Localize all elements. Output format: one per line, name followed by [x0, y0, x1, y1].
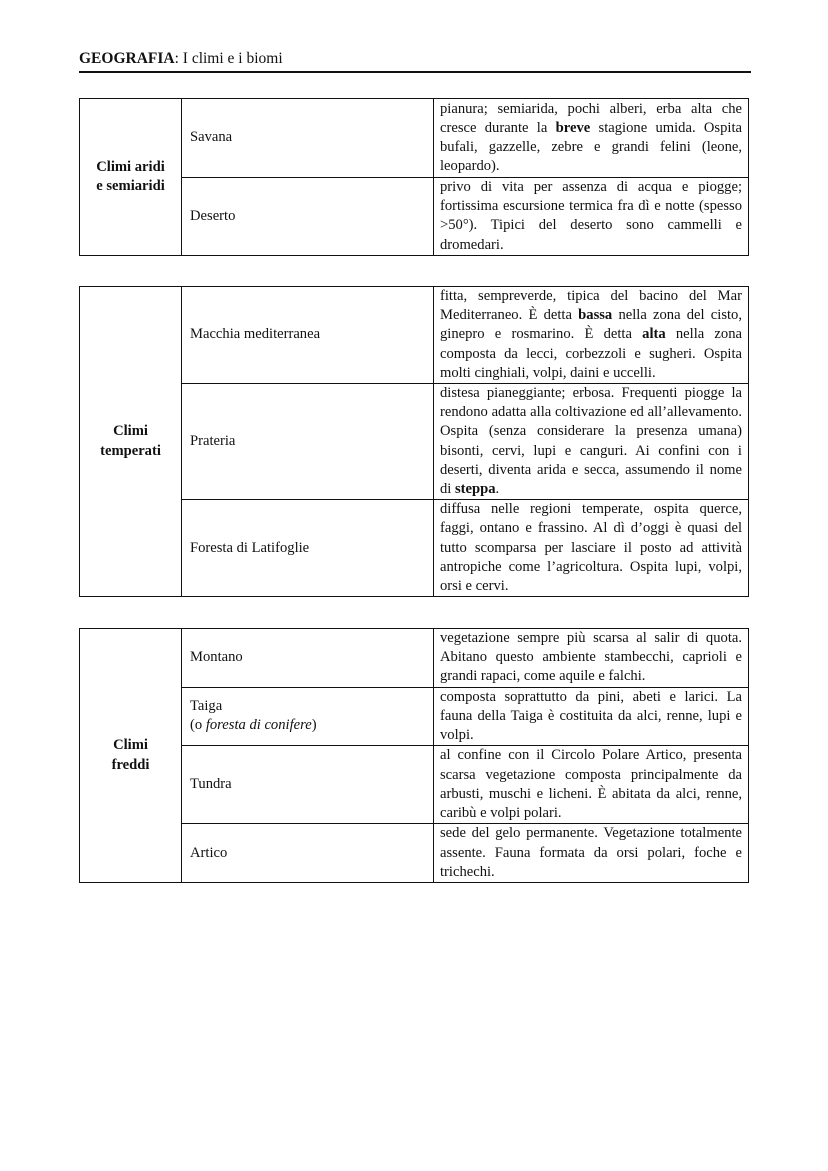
desc-text: .: [495, 481, 500, 498]
climate-cell: [80, 99, 182, 256]
biome-description: [434, 99, 749, 178]
desc-bold-text: bassa: [578, 307, 613, 324]
table-cold-climates: [79, 628, 749, 883]
desc-text: fitta, sempreverde, tipica del bacino del Mar Mediterraneo. È detta: [440, 288, 742, 324]
biome-name: Macchia mediterranea: [190, 326, 321, 343]
biome-name: Prateria: [190, 433, 236, 450]
climate-label-line: freddi: [111, 756, 150, 773]
table-arid-climates: [79, 98, 749, 256]
climate-label-line: e semiaridi: [96, 177, 165, 194]
climate-label-line: Climi aridi: [96, 158, 165, 175]
biome-name-cell: [182, 500, 434, 597]
biome-name-cell: [182, 178, 434, 256]
biome-name: Montano: [190, 649, 243, 666]
biome-note: ): [311, 717, 317, 734]
desc-text: pianura; semiarida, pochi alberi, erba alta che cresce durante la: [440, 100, 742, 136]
biome-name-cell: [182, 687, 434, 746]
table-temperate-climates: [79, 286, 749, 597]
biome-description: [434, 287, 749, 384]
biome-name: Tundra: [190, 776, 232, 793]
biome-description: [434, 384, 749, 500]
table-row: [80, 629, 749, 688]
desc-text: stagione umida. Ospita bufali, gazzelle, zebre e grandi felini (leone, leopardo).: [440, 119, 742, 175]
desc-bold-text: steppa: [455, 481, 496, 498]
biome-name: Taiga: [190, 698, 223, 715]
page-header: [79, 49, 751, 73]
biome-description: [434, 629, 749, 688]
biome-name-cell: [182, 629, 434, 688]
biome-name-cell: [182, 99, 434, 178]
biome-name: Deserto: [190, 207, 236, 224]
desc-text: diffusa nelle regioni temperate, ospita querce, faggi, ontano e frassino. Al dì d’oggi è quasi del tutto scomparsa per lasciare il posto ad attività antropiche come l’agricoltura. Ospita lupi, volpi, orsi e cervi.: [440, 501, 742, 595]
climate-label-line: Climi: [113, 423, 148, 440]
desc-text: composta soprattutto da pini, abeti e larici. La fauna della Taiga è costituita da alci, renne, lupi e volpi.: [440, 688, 742, 744]
biome-note-italic: foresta di conifere: [205, 717, 312, 734]
climate-cell: [80, 629, 182, 883]
desc-text: nella zona composta da lecci, corbezzoli e sugheri. Ospita molti cinghiali, volpi, daini e uccelli.: [440, 326, 742, 381]
climate-cell: [80, 287, 182, 597]
desc-text: vegetazione sempre più scarsa al salir di quota. Abitano questo ambiente stambecchi, caprioli e grandi rapaci, come aquile e falchi.: [440, 630, 742, 685]
biome-name-cell: [182, 384, 434, 500]
biome-name-cell: [182, 287, 434, 384]
header-separator: :: [174, 50, 183, 67]
climate-label-line: temperati: [100, 442, 161, 459]
biome-name: Savana: [190, 129, 233, 146]
desc-bold-text: breve: [555, 119, 591, 136]
table-row: [80, 99, 749, 178]
topic-label: I climi e i biomi: [182, 50, 283, 67]
climate-label-line: Climi: [113, 737, 148, 754]
biome-description: [434, 500, 749, 597]
biome-name-cell: [182, 824, 434, 883]
desc-text: sede del gelo permanente. Vegetazione totalmente assente. Fauna formata da orsi polari, foche e trichechi.: [440, 825, 742, 880]
biome-name-cell: [182, 746, 434, 824]
biome-description: [434, 687, 749, 746]
table-row: [80, 287, 749, 384]
desc-text: nella zona del cisto, ginepro e rosmarino. È detta: [440, 307, 743, 343]
biome-description: [434, 178, 749, 256]
desc-bold-text: alta: [642, 326, 666, 343]
biome-description: [434, 746, 749, 824]
desc-text: distesa pianeggiante; erbosa. Frequenti piogge la rendono adatta alla coltivazione ed all’allevamento. Ospita (senza considerare la presenza umana) bisonti, cervi, lupi e canguri. Ai confini con i deserti, diventa arida e secca, assumendo il nome di: [440, 385, 742, 498]
desc-text: al confine con il Circolo Polare Artico, presenta scarsa vegetazione composta principalmente da arbusti, muschi e licheni. È abitata da alci, renne, caribù e volpi polari.: [440, 747, 742, 821]
biome-name: Foresta di Latifoglie: [190, 539, 310, 556]
biome-note: (o: [190, 717, 206, 734]
desc-text: privo di vita per assenza di acqua e piogge; fortissima escursione termica fra dì e notte (spesso >50°). Tipici del deserto sono cammelli e dromedari.: [440, 179, 742, 253]
subject-label: GEOGRAFIA: [79, 50, 175, 67]
biome-description: [434, 824, 749, 883]
biome-name: Artico: [190, 844, 228, 861]
